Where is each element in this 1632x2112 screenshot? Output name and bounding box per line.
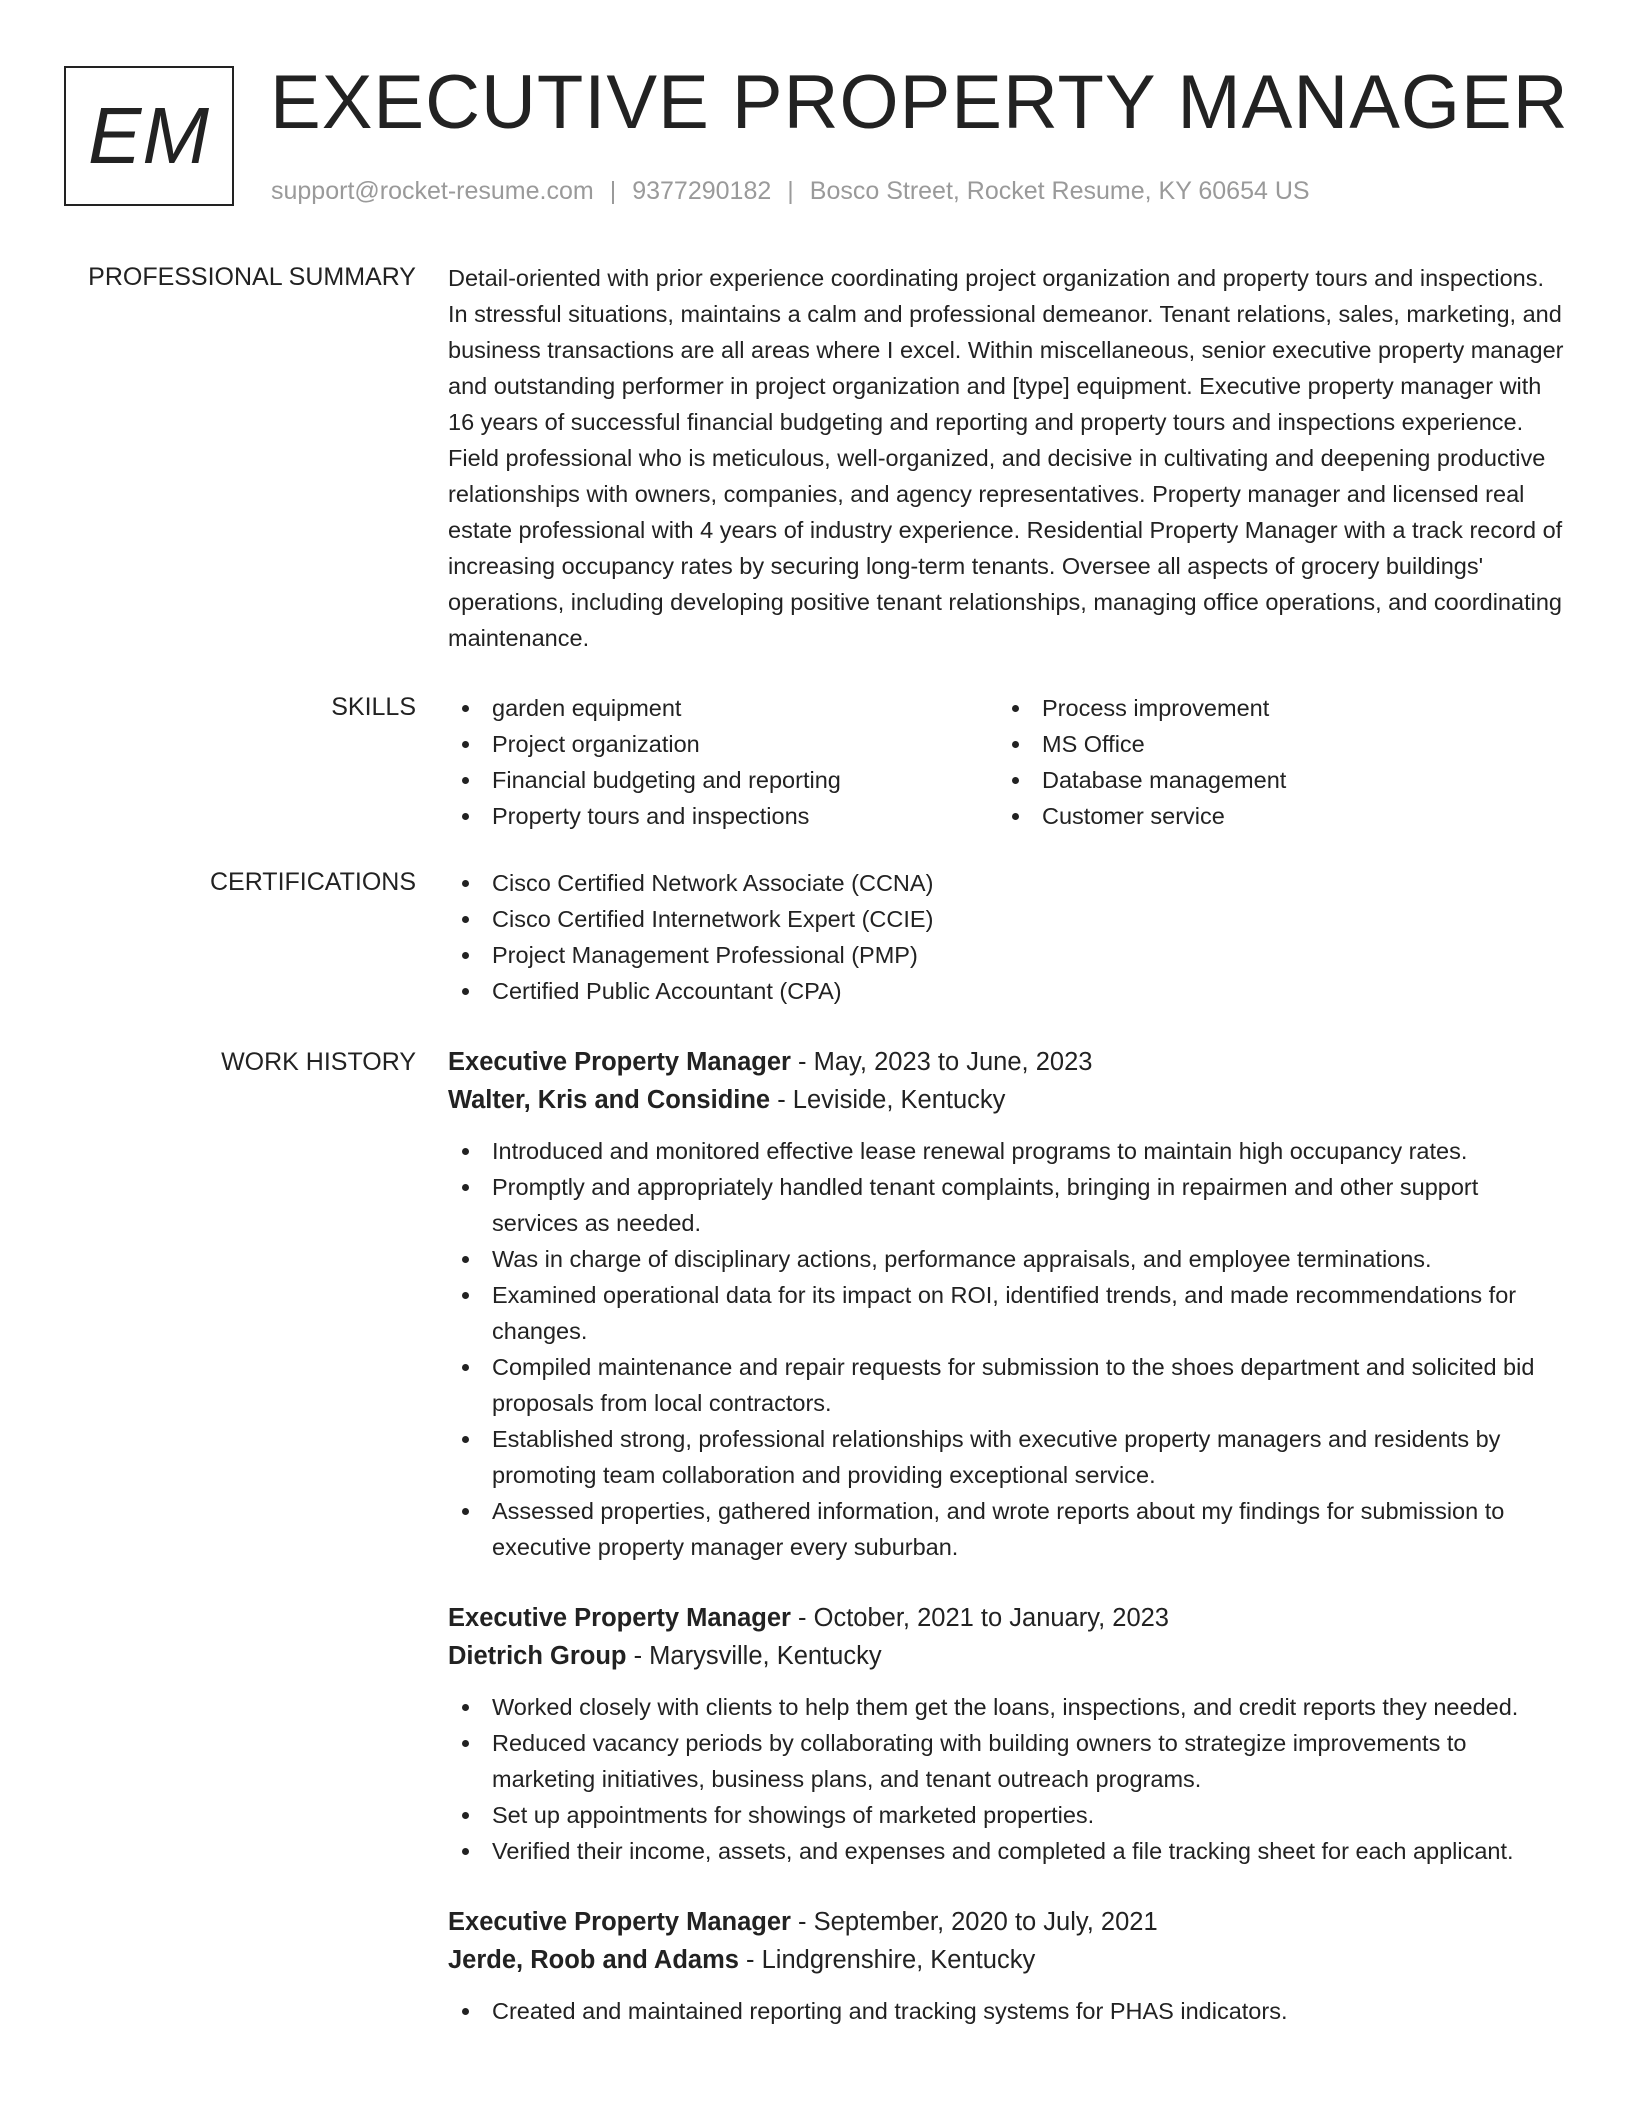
skills-body	[448, 690, 1568, 834]
list-item: Project Management Professional (PMP)	[448, 937, 1568, 973]
contact-address: Bosco Street, Rocket Resume, KY 60654 US	[809, 177, 1310, 205]
list-item: Financial budgeting and reporting	[448, 762, 998, 798]
list-item: Promptly and appropriately handled tenant complaints, bringing in repairmen and other support services as needed.	[448, 1169, 1568, 1241]
job-bullets	[448, 1689, 1568, 1869]
list-item: Set up appointments for showings of marketed properties.	[448, 1797, 1568, 1833]
list-item: Introduced and monitored effective lease renewal programs to maintain high occupancy rates.	[448, 1133, 1568, 1169]
job-entry	[448, 1903, 1568, 2029]
job-dates: - September, 2020 to July, 2021	[790, 1908, 1158, 1936]
job-company: Dietrich Group	[448, 1642, 627, 1670]
page-title: EXECUTIVE PROPERTY MANAGER	[270, 60, 1569, 145]
job-dates: - May, 2023 to June, 2023	[790, 1048, 1093, 1076]
list-item: Worked closely with clients to help them get the loans, inspections, and credit reports they needed.	[448, 1689, 1568, 1725]
list-item: Certified Public Accountant (CPA)	[448, 973, 1568, 1009]
monogram: EM	[64, 66, 234, 206]
job-title: Executive Property Manager	[448, 1908, 791, 1936]
job-company: Jerde, Roob and Adams	[448, 1946, 739, 1974]
list-item: Customer service	[998, 798, 1548, 834]
job-location: - Leviside, Kentucky	[770, 1086, 1006, 1114]
section-label: SKILLS	[331, 693, 416, 721]
list-item: Assessed properties, gathered information, and wrote reports about my findings for submission to executive property manager every suburban.	[448, 1493, 1568, 1565]
list-item: Cisco Certified Internetwork Expert (CCIE)	[448, 901, 1568, 937]
list-item: Process improvement	[998, 690, 1548, 726]
job-dates: - October, 2021 to January, 2023	[790, 1604, 1169, 1632]
job-title-line	[448, 1599, 1568, 1637]
list-item: MS Office	[998, 726, 1548, 762]
list-item: Property tours and inspections	[448, 798, 998, 834]
job-location: - Lindgrenshire, Kentucky	[738, 1946, 1036, 1974]
job-company-line	[448, 1637, 1568, 1675]
job-company-line	[448, 1081, 1568, 1119]
list-item: Created and maintained reporting and tracking systems for PHAS indicators.	[448, 1993, 1568, 2029]
job-company: Walter, Kris and Considine	[448, 1086, 771, 1114]
job-title-line	[448, 1043, 1568, 1081]
job-title: Executive Property Manager	[448, 1048, 791, 1076]
job-title-line	[448, 1903, 1568, 1941]
list-item: garden equipment	[448, 690, 998, 726]
job-company-line	[448, 1941, 1568, 1979]
job-location: - Marysville, Kentucky	[626, 1642, 882, 1670]
work-history-body	[448, 1043, 1568, 2063]
list-item: Was in charge of disciplinary actions, performance appraisals, and employee terminations.	[448, 1241, 1568, 1277]
list-item: Compiled maintenance and repair requests for submission to the shoes department and solicited bid proposals from local contractors.	[448, 1349, 1568, 1421]
list-item: Reduced vacancy periods by collaborating with building owners to strategize improvements to marketing initiatives, business plans, and tenant outreach programs.	[448, 1725, 1568, 1797]
job-entry	[448, 1599, 1568, 1869]
contact-line	[271, 174, 1310, 208]
job-bullets	[448, 1993, 1568, 2029]
section-label: WORK HISTORY	[221, 1048, 416, 1076]
job-entry	[448, 1043, 1568, 1565]
summary-body	[448, 260, 1568, 656]
certifications-list	[448, 865, 1568, 1009]
list-item: Established strong, professional relationships with executive property managers and residents by promoting team collaboration and providing exceptional service.	[448, 1421, 1568, 1493]
job-title: Executive Property Manager	[448, 1604, 791, 1632]
section-label: CERTIFICATIONS	[209, 868, 416, 896]
skills-list-left	[448, 690, 998, 834]
list-item: Database management	[998, 762, 1548, 798]
list-item: Project organization	[448, 726, 998, 762]
skills-list-right	[998, 690, 1548, 834]
certifications-body	[448, 865, 1568, 1009]
list-item: Cisco Certified Network Associate (CCNA)	[448, 865, 1568, 901]
skills-grid	[448, 690, 1568, 834]
contact-separator: |	[787, 177, 794, 205]
contact-phone: 9377290182	[632, 177, 772, 205]
contact-separator: |	[609, 177, 617, 205]
list-item: Examined operational data for its impact on ROI, identified trends, and made recommendations for changes.	[448, 1277, 1568, 1349]
section-label: PROFESSIONAL SUMMARY	[88, 263, 416, 291]
job-bullets	[448, 1133, 1568, 1565]
list-item: Verified their income, assets, and expenses and completed a file tracking sheet for each applicant.	[448, 1833, 1568, 1869]
contact-email: support@rocket-resume.com	[271, 177, 594, 205]
summary-text: Detail-oriented with prior experience coordinating project organization and property tours and inspections. In stressful situations, maintains a calm and professional demeanor. Tenant relations, sales, marketing, and business transactions are all areas where I excel. Within miscellaneous, senior executive property manager and outstanding performer in project organization and [type] equipment. Executive property manager with 16 years of successful financial budgeting and reporting and property tours and inspections experience. Field professional who is meticulous, well-organized, and decisive in cultivating and deepening productive relationships with owners, companies, and agency representatives. Property manager and licensed real estate professional with 4 years of industry experience. Residential Property Manager with a track record of increasing occupancy rates by securing long-term tenants. Oversee all aspects of grocery buildings' operations, including developing positive tenant relationships, managing office operations, and coordinating maintenance.	[448, 265, 1564, 651]
